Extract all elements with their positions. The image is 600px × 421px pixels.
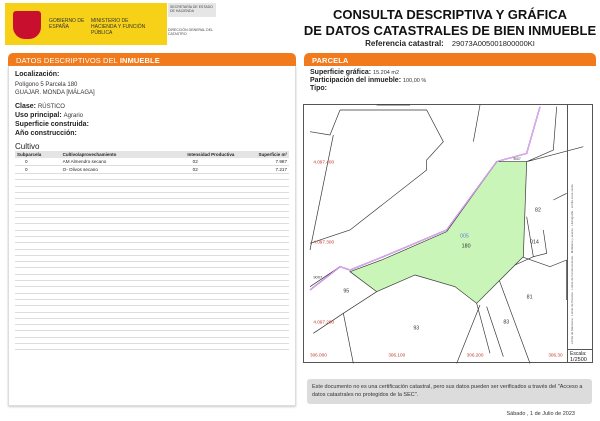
sup-grafica: Superficie gráfica: 15.204 m2 [310, 69, 400, 76]
parcel-label: 83 [503, 319, 510, 326]
coord-label: 4.097.200 [313, 319, 335, 325]
col-subparcela: Subparcela [15, 151, 61, 158]
parcela-section [304, 53, 596, 96]
table-cell: 0 [15, 158, 61, 166]
table-row [15, 166, 289, 174]
clase: Clase: RÚSTICO [15, 103, 65, 110]
coord-label: 306.000 [310, 352, 327, 358]
parcela-header: PARCELA [304, 53, 596, 66]
polygon-label: 005 [460, 233, 469, 240]
loc-line2: GUAJAR. MONDA [MÁLAGA] [15, 90, 95, 96]
government-logo [5, 3, 167, 45]
table-row [15, 158, 289, 166]
map-scale: Escala: 1/2500 [567, 349, 593, 363]
road-label: 9007 [513, 157, 521, 161]
coord-label: 306.100 [388, 352, 406, 358]
gov-name: GOBIERNO DE ESPAÑA [49, 18, 85, 30]
datos-section [8, 53, 296, 406]
table-cell: 02 [154, 166, 236, 174]
map-legend: Límite de Manzana · Límite de Parcela · Límite de Construcciones · Mobiliario y aceras · Hidrografía · Límite zona verde [567, 104, 593, 349]
cultivo-table [15, 151, 289, 350]
table-row [15, 344, 289, 350]
cultivo-heading: Cultivo [15, 142, 40, 151]
parcel-label: 180 [461, 243, 471, 250]
table-cell: O- Olivos secano [61, 166, 154, 174]
table-cell [236, 344, 289, 350]
coord-label: 306.200 [466, 352, 484, 358]
parcel-label: 82 [535, 207, 541, 214]
table-cell: 02 [154, 158, 236, 166]
col-intensidad: Intensidad Productiva [154, 151, 236, 158]
parcel-label: 93 [413, 325, 420, 332]
parcel-label: 81 [526, 294, 533, 301]
coord-label: 4.097.400 [313, 159, 335, 165]
sup-construida: Superficie construida: [15, 121, 89, 128]
loc-label: Localización: [15, 71, 60, 78]
anio-construccion: Año construcción: [15, 130, 77, 137]
uso: Uso principal: Agrario [15, 112, 83, 119]
date: Sábado , 1 de Julio de 2023 [506, 411, 575, 417]
parcel-label: 95 [343, 288, 350, 295]
loc-line1: Polígono 5 Parcela 180 [15, 82, 78, 88]
table-cell: 0 [15, 166, 61, 174]
tipo: Tipo: [310, 85, 327, 92]
datos-header: DATOS DESCRIPTIVOS DEL INMUEBLE [8, 53, 296, 66]
secretaria: SECRETARÍA DE ESTADO DE HACIENDA [168, 3, 216, 17]
direccion: DIRECCIÓN GENERAL DEL CATASTRO [168, 28, 213, 36]
cadastral-map [300, 100, 600, 370]
table-cell: 7.217 [236, 166, 289, 174]
cadastral-reference: Referencia catastral: 29073A005001800000KI [365, 39, 535, 48]
table-cell [15, 344, 61, 350]
coord-label: 4.097.300 [313, 239, 335, 245]
participacion: Participación del inmueble: 100,00 % [310, 77, 427, 84]
disclaimer-note: Este documento no es una certificación catastral, pero sus datos pueden ser verificados a través del "Acceso a datos catastrales no protegidos de la SEC". [307, 379, 592, 404]
coord-label: 306.30 [548, 352, 563, 358]
parcel-label: 014 [530, 239, 539, 246]
page-title: CONSULTA DESCRIPTIVA Y GRÁFICA DE DATOS CATASTRALES DE BIEN INMUEBLE [303, 7, 597, 38]
ministry-name: MINISTERIO DE HACIENDA Y FUNCIÓN PÚBLICA [91, 18, 146, 36]
table-cell: AM Almendro secano [61, 158, 154, 166]
col-superficie: Superficie m² [236, 151, 289, 158]
col-cultivo: Cultivo/aprovechamiento [61, 151, 154, 158]
table-cell: 7.987 [236, 158, 289, 166]
table-cell [154, 344, 236, 350]
table-cell [61, 344, 154, 350]
coat-of-arms-icon [13, 11, 41, 39]
road-label: 9007 [313, 274, 323, 280]
